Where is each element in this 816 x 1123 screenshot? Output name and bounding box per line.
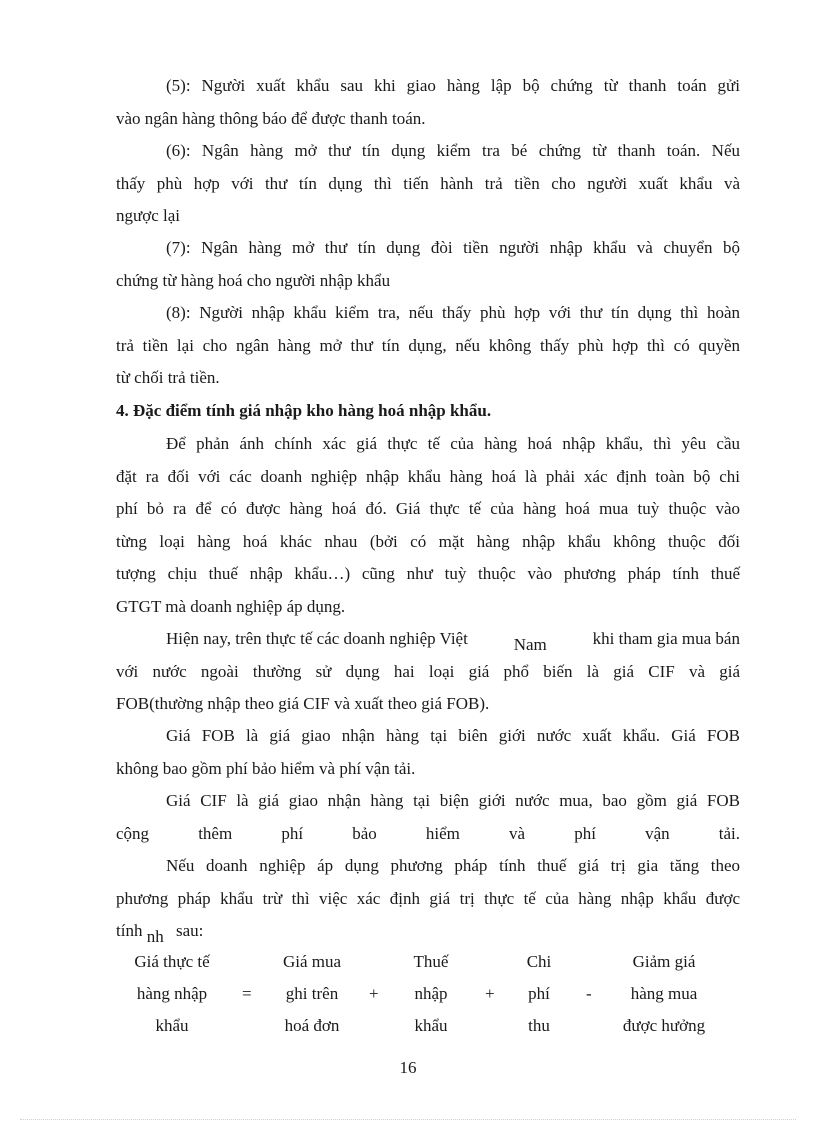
formula-text: được hưởng	[622, 1016, 706, 1035]
formula-text: hàng mua	[630, 984, 698, 1003]
subscript-text: Nam	[513, 635, 547, 654]
text-line: FOB(thường nhập theo giá CIF và xuất theo giá FOB).	[116, 694, 490, 713]
formula-text: Giảm giá	[632, 952, 696, 971]
text-line: không bao gồm phí bảo hiểm và phí vận tải.	[116, 758, 416, 778]
formula-text: hoá đơn	[284, 1016, 340, 1035]
text-line: Nếu doanh nghiệp áp dụng phương pháp tính thuế giá trị gia tăng theo	[166, 856, 740, 875]
text-line: Để phản ánh chính xác giá thực tế của hàng hoá nhập khẩu, thì yêu cầu	[166, 434, 740, 453]
formula-text: Giá mua	[282, 952, 342, 971]
paragraph-step-7	[116, 232, 740, 297]
subscript-text: nh	[146, 927, 164, 946]
paragraph-vat-method	[116, 850, 740, 948]
text-line: (7): Ngân hàng mở thư tín dụng đòi tiền người nhập khẩu và chuyển bộ	[166, 238, 740, 257]
text-line: từ chối trả tiền.	[116, 368, 220, 387]
formula-text: khẩu	[414, 1016, 448, 1035]
paragraph-fob-definition	[116, 720, 740, 785]
text-line: thấy phù hợp với thư tín dụng thì tiến hành trả tiền cho người xuất khẩu và	[116, 173, 740, 193]
page-divider	[20, 1119, 796, 1120]
text-segment: khi tham gia mua bán	[592, 629, 740, 648]
formula-text: phí	[528, 984, 550, 1003]
equals-sign: =	[242, 984, 252, 1003]
text-line: với nước ngoài thường sử dụng hai loại giá phổ biến là giá CIF và giá	[116, 661, 740, 681]
text-line: trả tiền lại cho ngân hàng mở thư tín dụng, nếu không thấy phù hợp thì có quyền	[116, 335, 740, 355]
formula-term-purchase-cost	[516, 946, 562, 1042]
text-segment: tính	[116, 921, 143, 940]
formula-text: khẩu	[155, 1016, 189, 1035]
plus-sign: +	[485, 984, 495, 1003]
page-number: 16	[399, 1058, 417, 1077]
formula-text: Giá thực tế	[134, 952, 210, 971]
paragraph-cif-definition	[116, 785, 740, 850]
formula-term-import-tax	[398, 946, 464, 1042]
text-line: ngược lại	[116, 206, 180, 225]
price-formula	[116, 946, 740, 1042]
formula-term-discount	[608, 946, 720, 1042]
plus-sign: +	[369, 984, 379, 1003]
formula-term-invoice-price	[272, 946, 352, 1042]
text-line: đặt ra đối với các doanh nghiệp nhập khẩu hàng hoá là phải xác định toàn bộ chi	[116, 466, 740, 486]
formula-text: ghi trên	[285, 984, 339, 1003]
text-line: (6): Ngân hàng mở thư tín dụng kiểm tra bé chứng từ thanh toán. Nếu	[166, 141, 740, 160]
text-line: phương pháp khẩu trừ thì việc xác định giá trị thực tế của hàng nhập khẩu được	[116, 888, 740, 908]
text-line: từng loại hàng hoá khác nhau (bởi có mặt hàng nhập khẩu không thuộc đối	[116, 531, 740, 551]
paragraph-import-price	[116, 428, 740, 623]
formula-text: Thuế	[413, 952, 449, 971]
formula-text: Chi	[526, 952, 552, 971]
paragraph-step-5	[116, 70, 740, 135]
formula-term-actual-price	[116, 946, 228, 1042]
minus-sign: -	[586, 984, 592, 1003]
paragraph-step-6	[116, 135, 740, 233]
text-line: GTGT mà doanh nghiệp áp dụng.	[116, 596, 346, 616]
text-line: cộng thêm phí bảo hiểm và phí vận tải.	[116, 823, 740, 843]
formula-text: hàng nhập	[136, 984, 208, 1003]
paragraph-cif-fob	[116, 623, 740, 721]
text-line: phí bỏ ra để có được hàng hoá đó. Giá thực tế của hàng hoá mua tuỳ thuộc vào	[116, 499, 740, 518]
text-line	[116, 623, 740, 656]
text-line: (8): Người nhập khẩu kiểm tra, nếu thấy phù hợp với thư tín dụng thì hoàn	[166, 303, 740, 322]
text-line: chứng từ hàng hoá cho người nhập khẩu	[116, 270, 391, 290]
text-line: tượng chịu thuế nhập khẩu…) cũng như tuỳ thuộc vào phương pháp tính thuế	[116, 564, 740, 583]
formula-text: thu	[528, 1016, 550, 1035]
formula-text: nhập	[414, 984, 448, 1003]
paragraph-step-8	[116, 297, 740, 395]
text-line	[116, 915, 740, 948]
text-segment: sau:	[175, 921, 204, 940]
text-line: (5): Người xuất khẩu sau khi giao hàng lập bộ chứng từ thanh toán gửi	[166, 76, 740, 95]
text-line: Giá FOB là giá giao nhận hàng tại biên giới nước xuất khẩu. Giá FOB	[166, 726, 740, 745]
text-segment: Hiện nay, trên thực tế các doanh nghiệp Việt	[166, 629, 468, 648]
text-line: Giá CIF là giá giao nhận hàng tại biện giới nước mua, bao gồm giá FOB	[166, 791, 740, 810]
text-line: vào ngân hàng thông báo để được thanh toán.	[116, 108, 426, 128]
section-heading: 4. Đặc điểm tính giá nhập kho hàng hoá nhập khẩu.	[116, 401, 492, 420]
